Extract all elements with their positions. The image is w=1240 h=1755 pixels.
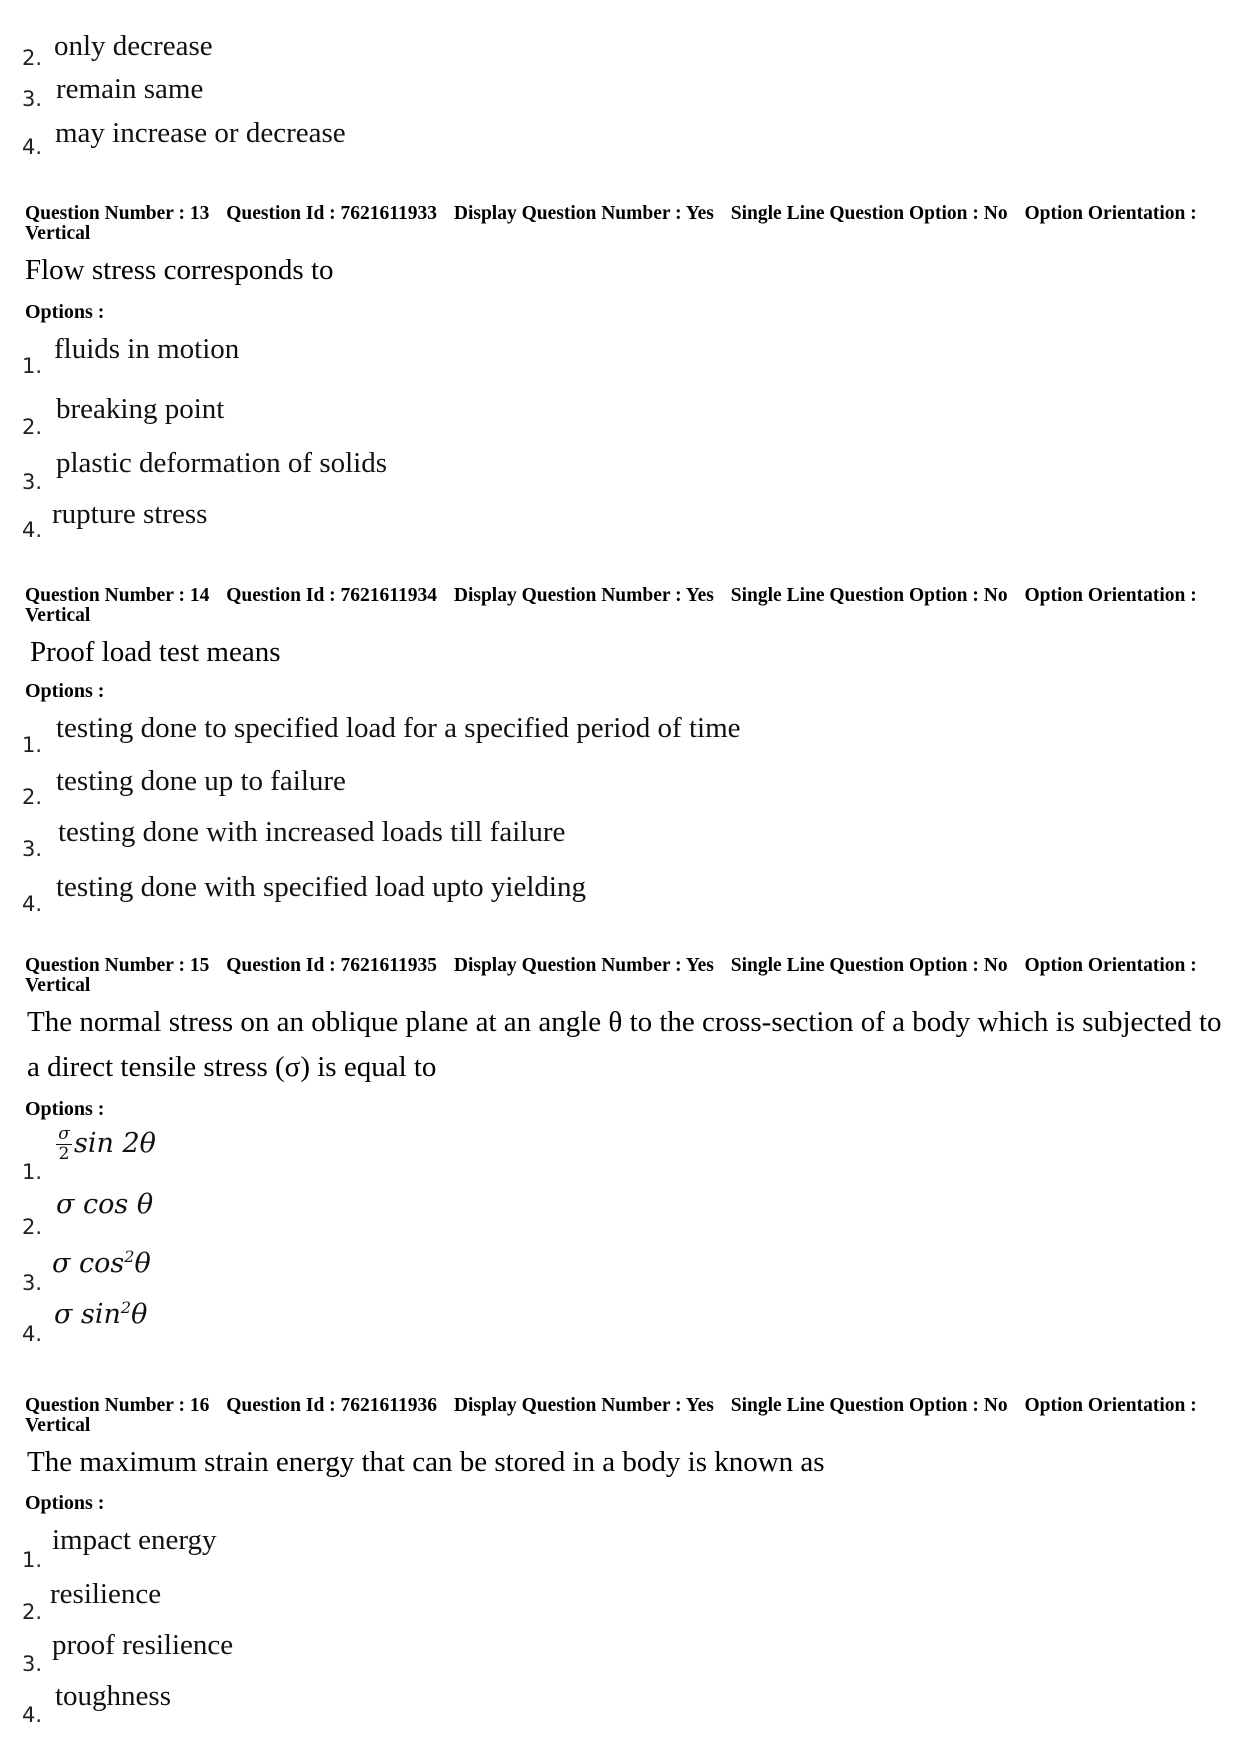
display-question-number: Display Question Number : Yes xyxy=(453,585,714,606)
option-number: 4. xyxy=(22,1322,43,1346)
formula-text: sin 2θ xyxy=(74,1128,156,1159)
question-text: The normal stress on an oblique plane at an angle θ to the cross-section of a body which is subjected to a direct tensile stress (σ) is equal to xyxy=(27,1006,1222,1083)
question-id: Question Id : 7621611936 xyxy=(226,1395,437,1416)
option-number: 2. xyxy=(22,46,43,70)
option-text: fluids in motion xyxy=(54,333,240,365)
single-line-option: Single Line Question Option : No xyxy=(730,955,1008,976)
option-text: resilience xyxy=(50,1578,162,1610)
fraction-numerator: σ xyxy=(58,1124,70,1144)
option-orientation: Option Orientation : Vertical xyxy=(25,955,1197,996)
question-number: Question Number : 16 xyxy=(25,1395,210,1416)
option-text: testing done up to failure xyxy=(56,765,346,797)
question-id: Question Id : 7621611935 xyxy=(226,955,437,976)
question-text: Flow stress corresponds to xyxy=(25,254,334,286)
option-number: 3. xyxy=(22,1271,43,1295)
display-question-number: Display Question Number : Yes xyxy=(453,955,714,976)
option-formula: σ cos θ xyxy=(56,1189,154,1220)
option-formula xyxy=(56,1126,156,1163)
option-number: 2. xyxy=(22,415,43,439)
question-id: Question Id : 7621611933 xyxy=(226,203,437,224)
fraction-denominator: 2 xyxy=(58,1144,70,1164)
single-line-option: Single Line Question Option : No xyxy=(730,1395,1008,1416)
option-number: 4. xyxy=(22,892,43,916)
options-label: Options : xyxy=(25,301,105,323)
option-number: 3. xyxy=(22,470,43,494)
option-text: plastic deformation of solids xyxy=(56,447,388,479)
single-line-option: Single Line Question Option : No xyxy=(730,203,1008,224)
option-number: 3. xyxy=(22,1652,43,1676)
option-number: 3. xyxy=(22,87,43,111)
option-text: impact energy xyxy=(52,1524,217,1556)
options-label: Options : xyxy=(25,680,105,702)
formula-exponent: 2 xyxy=(124,1247,135,1266)
option-text: rupture stress xyxy=(52,498,208,530)
question-number: Question Number : 15 xyxy=(25,955,210,976)
option-number: 4. xyxy=(22,518,43,542)
option-number: 1. xyxy=(22,354,43,378)
option-number: 1. xyxy=(22,1548,43,1572)
formula-tail: θ xyxy=(134,1248,151,1279)
option-orientation: Option Orientation : Vertical xyxy=(25,1395,1197,1436)
option-text: toughness xyxy=(55,1680,171,1712)
single-line-option: Single Line Question Option : No xyxy=(730,585,1008,606)
formula-base: σ sin xyxy=(54,1299,121,1330)
display-question-number: Display Question Number : Yes xyxy=(453,1395,714,1416)
display-question-number: Display Question Number : Yes xyxy=(453,203,714,224)
option-number: 2. xyxy=(22,1215,43,1239)
option-text: testing done to specified load for a specified period of time xyxy=(56,712,741,744)
question-id: Question Id : 7621611934 xyxy=(226,585,437,606)
formula-tail: θ xyxy=(131,1299,148,1330)
option-text: may increase or decrease xyxy=(55,117,346,149)
option-number: 3. xyxy=(22,837,43,861)
question-number: Question Number : 13 xyxy=(25,203,210,224)
option-text: testing done with increased loads till failure xyxy=(58,816,566,848)
question-number: Question Number : 14 xyxy=(25,585,210,606)
option-number: 2. xyxy=(22,1600,43,1624)
options-label: Options : xyxy=(25,1098,105,1120)
question-text: The maximum strain energy that can be stored in a body is known as xyxy=(27,1446,825,1478)
option-text: proof resilience xyxy=(52,1629,234,1661)
option-number: 2. xyxy=(22,785,43,809)
option-formula xyxy=(54,1298,147,1330)
option-text: testing done with specified load upto yielding xyxy=(56,871,586,903)
question-meta xyxy=(25,204,1215,244)
option-number: 1. xyxy=(22,1160,43,1184)
option-text: only decrease xyxy=(54,30,213,62)
question-meta xyxy=(25,586,1215,626)
option-orientation: Option Orientation : Vertical xyxy=(25,585,1197,626)
formula-base: σ cos xyxy=(52,1248,125,1279)
fraction xyxy=(56,1126,72,1163)
option-text: remain same xyxy=(56,73,204,105)
question-text: Proof load test means xyxy=(30,636,281,668)
option-text: breaking point xyxy=(56,393,225,425)
formula-exponent: 2 xyxy=(120,1298,132,1317)
option-number: 4. xyxy=(22,135,43,159)
options-label: Options : xyxy=(25,1492,105,1514)
option-number: 1. xyxy=(22,733,43,757)
option-number: 4. xyxy=(22,1703,43,1727)
question-meta xyxy=(25,1396,1215,1436)
option-formula xyxy=(52,1247,151,1279)
option-orientation: Option Orientation : Vertical xyxy=(25,203,1197,244)
question-meta xyxy=(25,956,1215,996)
